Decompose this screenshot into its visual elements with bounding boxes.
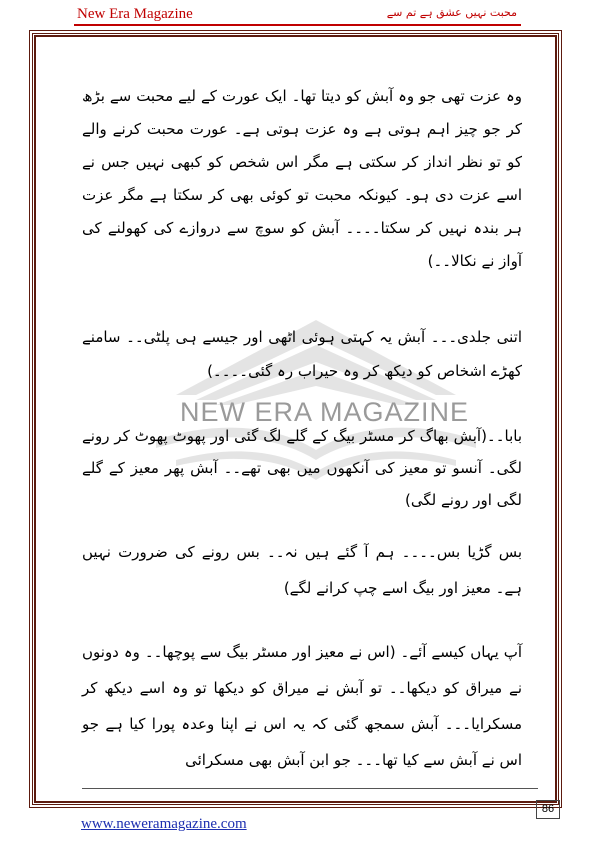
website-link[interactable]: www.neweramagazine.com [81, 816, 247, 832]
article-paragraph [82, 320, 522, 388]
paragraph-text: بابا۔۔(آبش بھاگ کر مسٹر بیگ کے گلے لگ گئی اور پھوٹ پھوٹ کر رونے لگی۔ آنسو تو معیز کی آنکھوں میں بھی تھے۔۔ آبش پھر معیز کے گلے لگی اور رونے لگی) [82, 427, 522, 509]
magazine-name: New Era Magazine [77, 6, 193, 22]
paragraph-text: اتنی جلدی۔۔۔ آبش یہ کہتی ہوئی اٹھی اور جیسے ہی پلٹی۔۔ سامنے کھڑے اشخاص کو دیکھ کر وہ حیراب رہ گئی۔۔۔۔) [82, 328, 522, 380]
footer-divider [82, 788, 538, 789]
article-paragraph [82, 80, 522, 278]
article-paragraph [82, 634, 522, 778]
page-number: 86 [536, 800, 560, 819]
article-paragraph [82, 534, 522, 606]
header-divider [74, 24, 521, 26]
watermark-text: NEW ERA MAGAZINE [180, 397, 470, 427]
paragraph-text: آپ یہاں کیسے آئے۔ (اس نے معیز اور مسٹر بیگ سے پوچھا۔۔ وہ دونوں نے میراق کو دیکھا۔۔ تو آبش نے میراق کو دیکھا تو وہ اسے دیکھ کر مسکرایا۔۔۔ آبش سمجھ گئی کہ یہ اس نے اپنا وعدہ پورا کیا ہے جو اس نے آبش سے کیا تھا۔۔۔ جو ابن آبش بھی مسکرائی [82, 643, 522, 769]
paragraph-text: وہ عزت تھی جو وہ آبش کو دیتا تھا۔ ایک عورت کے لیے محبت سے بڑھ کر جو چیز اہم ہوتی ہے وہ عزت ہوتی ہے۔ عورت محبت کرنے والے کو تو نظر انداز کر سکتی ہے مگر اس شخص کو کبھی نہیں جس نے اسے عزت دی ہو۔ کیونکہ محبت تو کوئی بھی کر سکتا ہے مگر عزت ہر بندہ نہیں کر سکتا۔۔۔۔ آبش کو سوچ سے دروازے کی کھولنے کی آواز نے نکالا۔۔) [82, 87, 522, 270]
paragraph-text: بس گڑیا بس۔۔۔۔ ہم آ گئے ہیں نہ۔۔ بس رونے کی ضرورت نہیں ہے۔ معیز اور بیگ اسے چپ کرانے لگے) [82, 543, 522, 597]
article-paragraph [82, 420, 522, 516]
novel-title: محبت نہیں عشق ہے تم سے [386, 6, 517, 19]
